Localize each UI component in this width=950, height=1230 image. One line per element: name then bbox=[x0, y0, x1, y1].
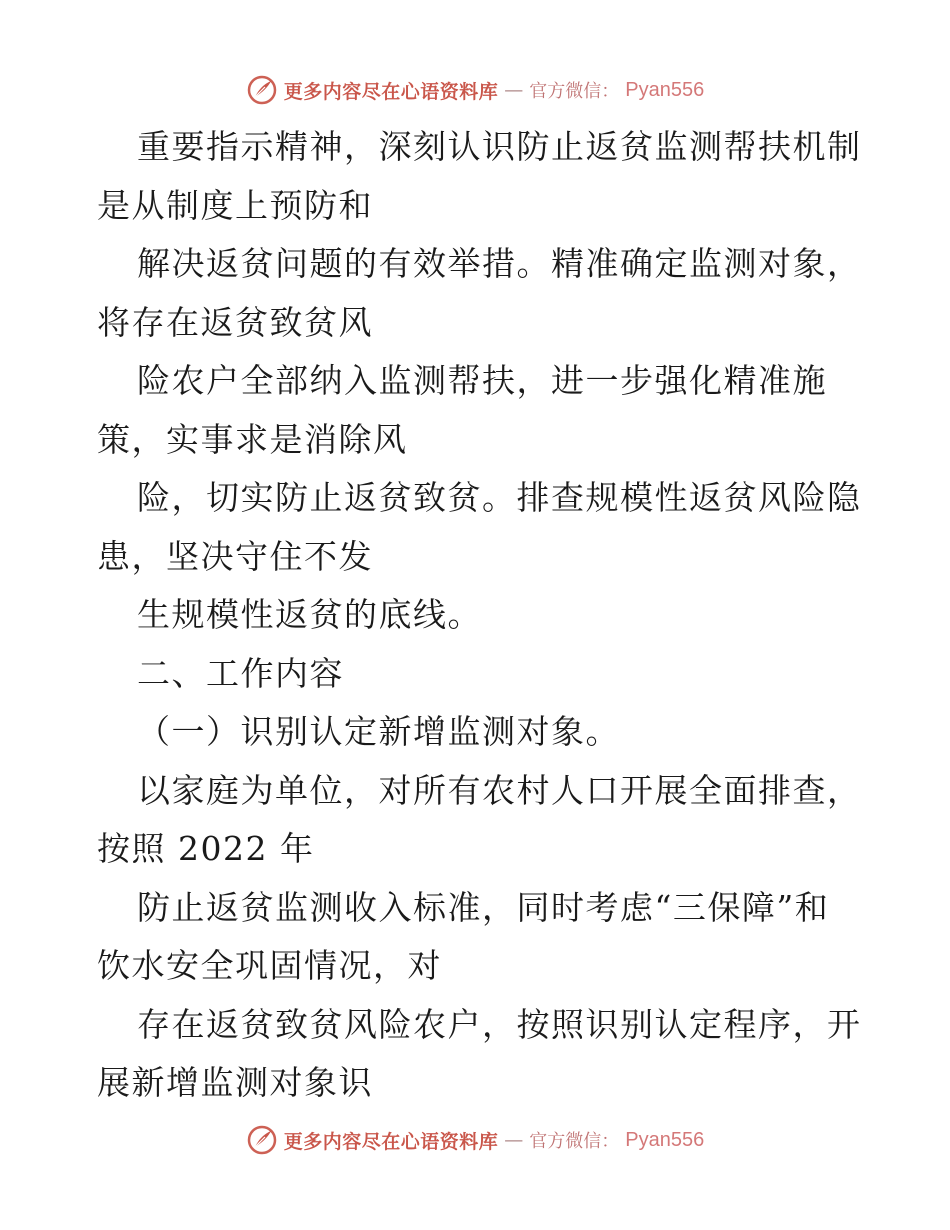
watermark-site-text: 更多内容尽在心语资料库 bbox=[283, 80, 499, 103]
text-line: 险，切实防止返贫致贫。排查规模性返贫风险隐 bbox=[137, 478, 862, 517]
text-line: 防止返贫监测收入标准，同时考虑“三保障”和 bbox=[137, 887, 830, 927]
watermark-wechat-label: 官方微信： bbox=[529, 1131, 620, 1152]
watermark-wechat-id: Pyan556 bbox=[625, 1128, 705, 1151]
text-line: 患，坚决守住不发 bbox=[97, 536, 373, 576]
watermark-footer bbox=[0, 1120, 950, 1160]
text-line: 解决返贫问题的有效举措。精准确定监测对象， bbox=[137, 244, 862, 283]
section-heading: 二、工作内容 bbox=[137, 653, 344, 693]
text-line: 存在返贫致贫风险农户，按照识别认定程序，开 bbox=[137, 1004, 862, 1044]
watermark-header bbox=[0, 70, 950, 110]
watermark-group bbox=[246, 1124, 704, 1156]
watermark-separator: — bbox=[504, 1129, 524, 1151]
text-line: 饮水安全巩固情况，对 bbox=[97, 946, 442, 985]
text-line: 重要指示精神，深刻认识防止返贫监测帮扶机制 bbox=[137, 127, 862, 166]
watermark-site-text: 更多内容尽在心语资料库 bbox=[283, 1130, 499, 1153]
text-line: 是从制度上预防和 bbox=[97, 185, 373, 225]
text-line: 险农户全部纳入监测帮扶，进一步强化精准施 bbox=[137, 361, 827, 400]
watermark-group bbox=[246, 74, 704, 106]
subsection-heading: （一）识别认定新增监测对象。 bbox=[137, 712, 620, 751]
feather-logo-icon bbox=[246, 74, 278, 106]
text-line: 生规模性返贫的底线。 bbox=[137, 595, 482, 634]
feather-logo-icon bbox=[246, 1124, 278, 1156]
text-line: 策，实事求是消除风 bbox=[97, 419, 408, 459]
text-line: 展新增监测对象识 bbox=[97, 1063, 373, 1102]
text-line: 将存在返贫致贫风 bbox=[97, 302, 373, 342]
text-line: 以家庭为单位，对所有农村人口开展全面排查， bbox=[137, 770, 862, 810]
watermark-wechat-id: Pyan556 bbox=[625, 78, 705, 101]
watermark-separator: — bbox=[504, 79, 524, 101]
watermark-wechat-label: 官方微信： bbox=[529, 81, 620, 102]
document-body bbox=[97, 118, 862, 1113]
text-line: 按照 2022 年 bbox=[97, 829, 315, 868]
